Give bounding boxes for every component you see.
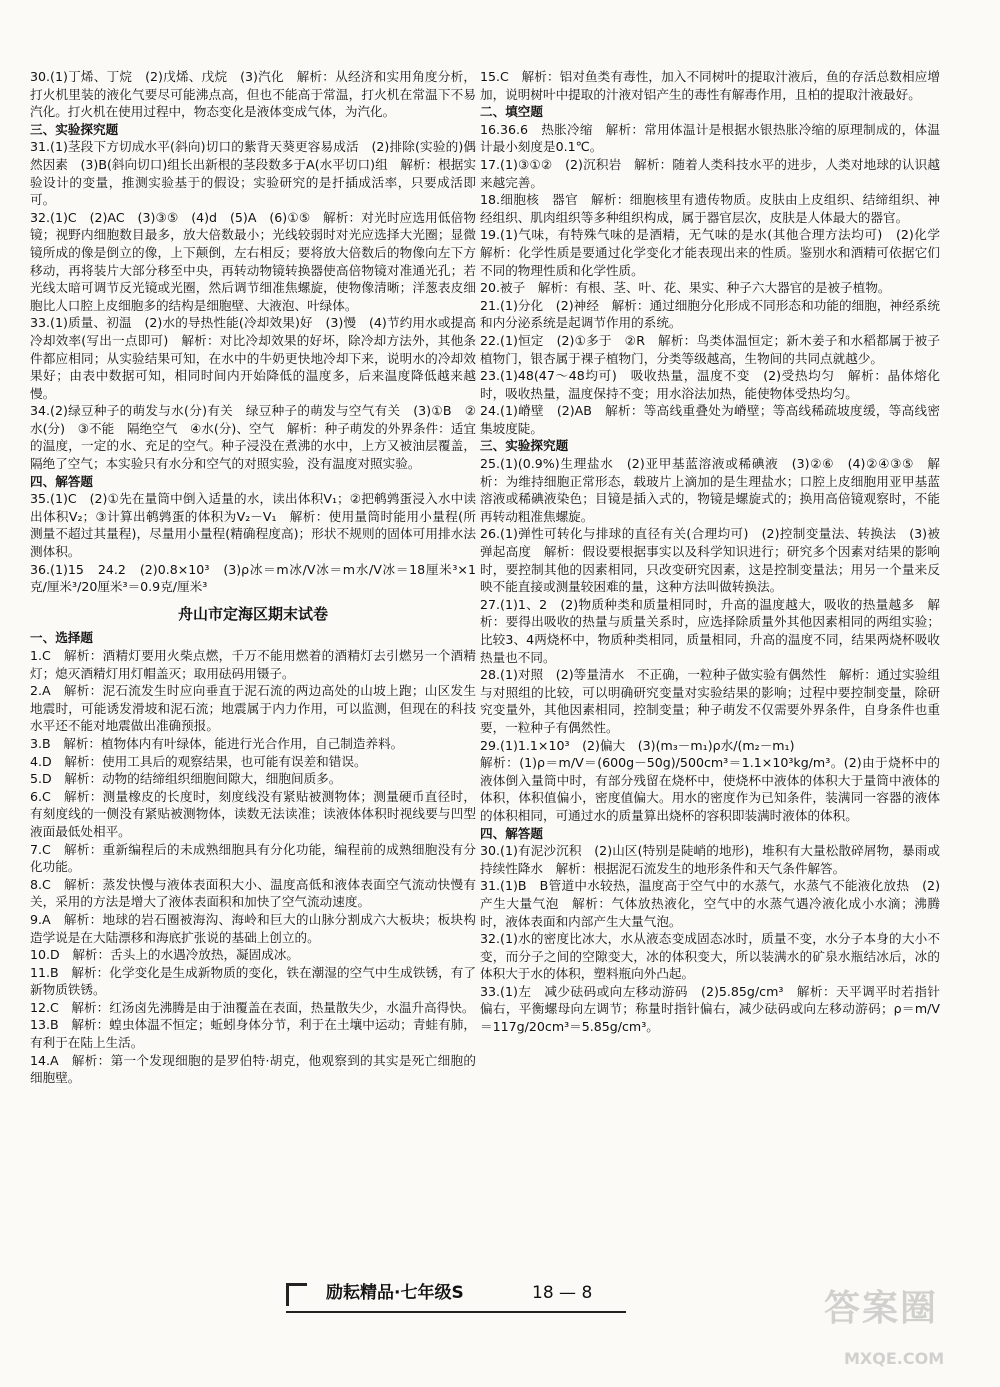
watermark-logo: 答案圈 bbox=[824, 1288, 939, 1329]
answer-item: 31.(1)B B管道中水较热，温度高于空气中的水蒸气，水蒸气不能液化放热 (2)产生大量气泡 解析：气体放热液化，空气中的水蒸气遇冷液化成小水滴；沸腾时，液体表面和内部产生大量气泡。 bbox=[480, 878, 940, 929]
answer-item: 26.(1)弹性可转化与排球的直径有关(合理均可) (2)控制变量法、转换法 (3)被弹起高度 解析：假设要根据事实以及科学知识进行；研究多个因素对结果的影响时，要控制其他的因素相同，只改变研究因素，这是控制变量法；用另一个量来反映不能直接或测量较困难的量，这种方法叫做转换法。 bbox=[480, 526, 940, 595]
answer-item: 2.A 解析：泥石流发生时应向垂直于泥石流的两边高处的山坡上跑；山区发生地震时，可能诱发滑坡和泥石流；地震属于内力作用，可以监测，但现在的科技水平还不能对地震做出准确预报。 bbox=[30, 683, 476, 734]
section-heading: 一、选择题 bbox=[30, 630, 93, 646]
answer-item: 14.A 解析：第一个发现细胞的是罗伯特·胡克，他观察到的其实是死亡细胞的细胞壁。 bbox=[30, 1052, 476, 1086]
left-column bbox=[30, 68, 476, 1087]
answer-item: 16.36.6 热胀冷缩 解析：常用体温计是根据水银热胀冷缩的原理制成的，体温计最小刻度是0.1℃。 bbox=[480, 121, 940, 155]
answer-item: 8.C 解析：蒸发快慢与液体表面积大小、温度高低和液体表面空气流动快慢有关，采用的方法是增大了液体表面积和加快了空气流动速度。 bbox=[30, 876, 476, 910]
answer-item: 18.细胞核 器官 解析：细胞核里有遗传物质。皮肤由上皮组织、结缔组织、神经组织、肌肉组织等多种组织构成，属于器官层次，皮肤是人体最大的器官。 bbox=[480, 192, 940, 225]
section-heading: 四、解答题 bbox=[480, 825, 543, 841]
answer-item: 34.(2)绿豆种子的萌发与水(分)有关 绿豆种子的萌发与空气有关 (3)①B ②水(分) ③不能 隔绝空气 ④水(分)、空气 解析：种子萌发的外界条件：适宜的温度，一定的水、充足的空气。种子浸没在煮沸的水中，上方又被油层覆盖，隔绝了空气；本实验只有水分和空气的对照实验，没有温度对照实验。 bbox=[30, 403, 476, 472]
section-heading: 三、实验探究题 bbox=[30, 121, 119, 137]
answer-item: 30.(1)丁烯、丁烷 (2)戊烯、戊烷 (3)汽化 解析：从经济和实用角度分析，打火机里装的液化气要尽可能沸点高，但也不能高于常温，打火机在常温下不易汽化。打火机在使用过程中，物态变化是液体变成气体，为汽化。 bbox=[30, 69, 476, 120]
section-heading: 三、实验探究题 bbox=[480, 438, 569, 454]
section-heading: 二、填空题 bbox=[480, 104, 543, 120]
answer-item: 32.(1)水的密度比冰大，水从液态变成固态冰时，质量不变，水分子本身的大小不变，而分子之间的空隙变大，冰的体积变大，所以装满水的矿泉水瓶结冰后，冰的体积大于水的体积，塑料瓶向外凸起。 bbox=[480, 931, 940, 982]
page-footer bbox=[286, 1283, 626, 1313]
answer-item: 27.(1)1、2 (2)物质种类和质量相同时，升高的温度越大，吸收的热量越多 解析：要得出吸收的热量与质量关系时，应选择除质量外其他因素相同的两组实验；比较3、4两烧杯中，物质种类相同，质量相同，升高的温度不同，结果两烧杯吸收热量也不同。 bbox=[480, 596, 940, 665]
answer-item: 15.C 解析：铝对鱼类有毒性，加入不同树叶的提取汁液后，鱼的存活总数相应增加，说明树叶中提取的汁液对铝产生的毒性有解毒作用，且柏的提取汁液最好。 bbox=[480, 69, 940, 102]
answer-item: 28.(1)对照 (2)等量清水 不正确，一粒种子做实验有偶然性 解析：通过实验组与对照组的比较，可以明确研究变量对实验结果的影响；过程中要控制变量，除研究变量外，其他因素相同，控制变量；种子萌发不仅需要外界条件，自身条件也重要，一粒种子有偶然性。 bbox=[480, 667, 940, 735]
watermark bbox=[820, 1288, 980, 1375]
answer-item: 4.D 解析：使用工具后的观察结果，也可能有误差和错误。 bbox=[30, 753, 367, 769]
answer-item: 7.C 解析：重新编程后的未成熟细胞具有分化功能，编程前的成熟细胞没有分化功能。 bbox=[30, 841, 476, 875]
watermark-url: MXQE.COM bbox=[844, 1349, 945, 1368]
footer-bracket-icon bbox=[286, 1283, 307, 1306]
right-column bbox=[480, 68, 953, 1036]
answer-item: 24.(1)嵴壁 (2)AB 解析：等高线重叠处为嵴壁；等高线稀疏坡度缓，等高线密集坡度陡。 bbox=[480, 403, 940, 436]
exam-title: 舟山市定海区期末试卷 bbox=[177, 604, 328, 623]
answer-item: 3.B 解析：植物体内有叶绿体，能进行光合作用，自己制造养料。 bbox=[30, 735, 404, 751]
section-heading: 四、解答题 bbox=[30, 473, 93, 489]
answer-item: 29.(1)1.1×10³ (2)偏大 (3)(m₃－m₁)ρ水/(m₂－m₁) bbox=[480, 737, 795, 753]
answer-item: 10.D 解析：舌头上的水遇冷放热，凝固成冰。 bbox=[30, 947, 300, 963]
answer-item: 9.A 解析：地球的岩石圈被海沟、海岭和巨大的山脉分割成六大板块；板块构造学说是在大陆漂移和海底扩张说的基础上创立的。 bbox=[30, 911, 476, 945]
answer-item: 12.C 解析：红汤卤先沸腾是由于油覆盖在表面，热量散失少，水温升高得快。 bbox=[30, 999, 475, 1015]
answer-item: 11.B 解析：化学变化是生成新物质的变化，铁在潮湿的空气中生成铁锈，有了新物质铁锈。 bbox=[30, 964, 476, 998]
answer-explanation: 解析：(1)ρ＝m/V＝(600g－50g)/500cm³＝1.1×10³kg/m³。(2)由于烧杯中的液体倒入量筒中时，有部分残留在烧杯中，使烧杯中液体的体积大于量筒中液体的体积，体积值偏小，密度值偏大。用水的密度作为已知条件，装满同一容器的液体的体积相同，可通过水的质量算出烧杯的容积即装满时液体的体积。 bbox=[480, 755, 940, 823]
answer-item: 22.(1)恒定 (2)①多于 ②R 解析：鸟类体温恒定；新木姜子和水稻都属于被子植物门，银杏属于裸子植物门，分类等级越高，生物间的共同点就越少。 bbox=[480, 332, 940, 366]
footer-brand: 励耘精品·七年级S bbox=[326, 1283, 464, 1303]
answer-item: 33.(1)质量、初温 (2)水的导热性能(冷却效果)好 (3)慢 (4)节约用水或提高冷却效率(写出一点即可) 解析：对比冷却效果的好坏，除冷却方法外，其他条件都应相同；从实验结果可知，在水中的牛奶更快地冷却下来，说明水的冷却效果好；由表中数据可知，相同时间内开始降低的温度多，后来温度降低越来越慢。 bbox=[30, 315, 476, 401]
answer-item: 6.C 解析：测量橡皮的长度时，刻度线没有紧贴被测物体；测量硬币直径时，有刻度线的一侧没有紧贴被测物体，读数无法读准；读液体体积时视线要与凹型液面最低处相平。 bbox=[30, 788, 476, 839]
answer-item: 31.(1)茎段下方切成水平(斜向)切口的紫背天葵更容易成活 (2)排除(实验的)偶然因素 (3)B(斜向切口)组长出新根的茎段数多于A(水平切口)组 解析：根据实验设计的变量，推测实验基于的假设；实验研究的是扦插成活率，只要成活即可。 bbox=[30, 139, 476, 208]
answer-item: 13.B 解析：蝗虫体温不恒定；蚯蚓身体分节，利于在土壤中运动；青蛙有肺，有利于在陆上生活。 bbox=[30, 1017, 476, 1051]
answer-item: 25.(1)(0.9%)生理盐水 (2)亚甲基蓝溶液或稀碘液 (3)②⑥ (4)②④③⑤ 解析：为维持细胞正常形态，载玻片上滴加的是生理盐水；口腔上皮细胞用亚甲基蓝溶液或稀碘液染色；目镜是插入式的，物镜是螺旋式的；换用高倍镜观察时，不能再转动粗准焦螺旋。 bbox=[480, 456, 940, 524]
answer-item: 20.被子 解析：有根、茎、叶、花、果实、种子六大器官的是被子植物。 bbox=[480, 280, 891, 296]
answer-item: 33.(1)左 减少砝码或向左移动游码 (2)5.85g/cm³ 解析：天平调平时若指针偏右，平衡螺母向左调节；称量时指针偏右，减少砝码或向左移动游码；ρ＝m/V＝117g/20cm³＝5.85g/cm³。 bbox=[480, 983, 940, 1035]
page-number: 18 — 8 bbox=[532, 1283, 593, 1303]
answer-item: 5.D 解析：动物的结缔组织细胞间隙大，细胞间质多。 bbox=[30, 771, 342, 787]
answer-item: 1.C 解析：酒精灯要用火柴点燃，千万不能用燃着的酒精灯去引燃另一个酒精灯；熄灭酒精灯用灯帽盖灭；取用砝码用镊子。 bbox=[30, 648, 476, 681]
answer-item: 23.(1)48(47～48均可) 吸收热量，温度不变 (2)受热均匀 解析：晶体熔化时，吸收热量，温度保持不变；用水浴法加热，能使物体受热均匀。 bbox=[480, 368, 940, 401]
answer-item: 19.(1)气味，有特殊气味的是酒精，无气味的是水(其他合理方法均可) (2)化学 解析：化学性质是要通过化学变化才能表现出来的性质。鉴别水和酒精可依据它们不同的物理性质和化学性质。 bbox=[480, 227, 953, 278]
answer-item: 21.(1)分化 (2)神经 解析：通过细胞分化形成不同形态和功能的细胞，神经系统和内分泌系统是起调节作用的系统。 bbox=[480, 297, 940, 331]
answer-item: 35.(1)C (2)①先在量筒中倒入适量的水，读出体积V₁；②把鹌鹑蛋浸入水中读出体积V₂；③计算出鹌鹑蛋的体积为V₂－V₁ 解析：使用量筒时能用小量程(所测量不超过其量程)，尽量用小量程(精确程度高)；形状不规则的固体可用排水法测体积。 bbox=[30, 491, 476, 560]
answer-item: 30.(1)有泥沙沉积 (2)山区(特别是陡峭的地形)，堆积有大量松散碎屑物，暴雨或持续性降水 解析：根据泥石流发生的地形条件和天气条件解答。 bbox=[480, 843, 940, 876]
answer-item: 32.(1)C (2)AC (3)③⑤ (4)d (5)A (6)①⑤ 解析：对光时应选用低倍物镜；视野内细胞数目最多，放大倍数最小；光线较弱时对光应选择大光圈；显微镜所成的像是倒立的像，上下颠倒，左右相反；要将放大倍数后的物像向左下方移动，再将装片大部分移至中央，再转动物镜转换器使高倍物镜对准通光孔；若光线太暗可调节反光镜或光圈，然后调节细准焦螺旋，使物像清晰；洋葱表皮细胞比人口腔上皮细胞多的结构是细胞壁、大液泡、叶绿体。 bbox=[30, 209, 476, 313]
answer-item: 17.(1)③①② (2)沉积岩 解析：随着人类科技水平的进步，人类对地球的认识越来越完善。 bbox=[480, 156, 940, 190]
answer-item: 36.(1)15 24.2 (2)0.8×10³ (3)ρ冰＝m冰/V冰＝m水/V冰＝18厘米³×1克/厘米³/20厘米³＝0.9克/厘米³ bbox=[30, 561, 476, 595]
